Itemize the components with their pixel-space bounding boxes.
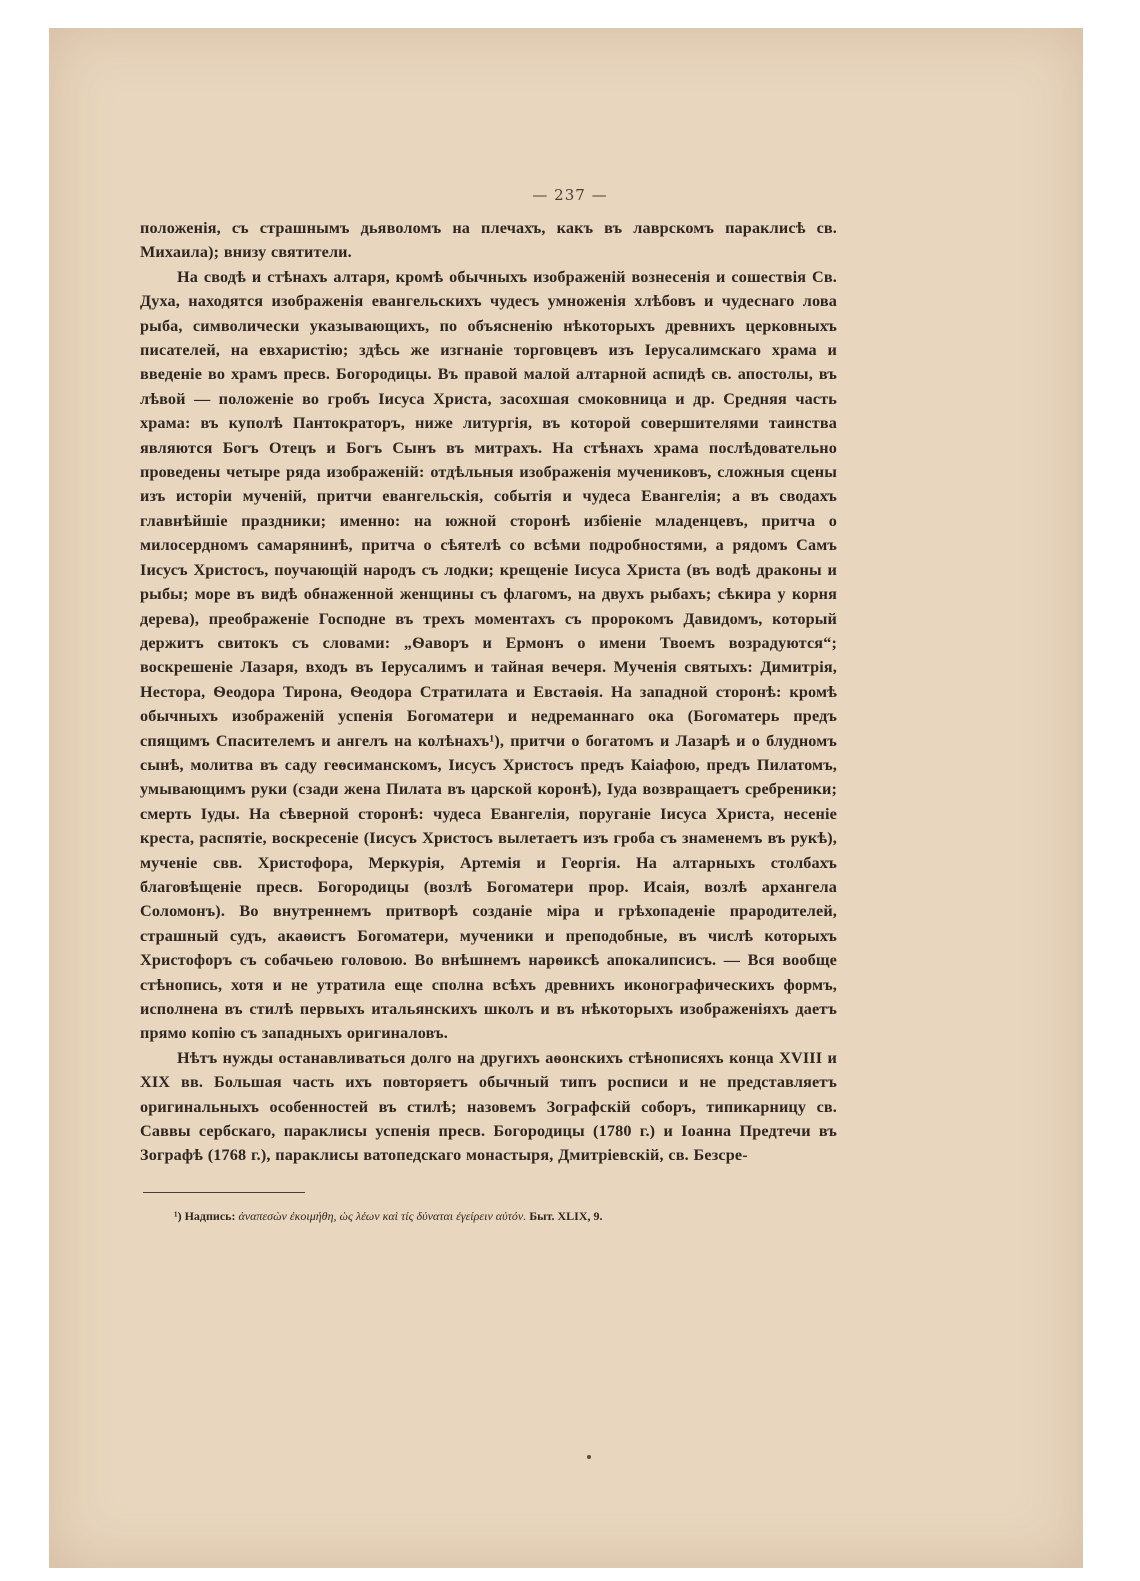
footnote [174, 1209, 834, 1224]
page-number: — 237 — [532, 186, 608, 204]
paragraph-2: На сводѣ и стѣнахъ алтаря, кромѣ обычныхъ изображеній вознесенія и сошествія Св. Духа, находятся изображенія евангельскихъ чудесъ умноженія хлѣбовъ и чудеснаго лова рыба, символически указывающихъ, по объясненію нѣкоторыхъ древнихъ церковныхъ писателей, на евхаристію; здѣсь же изгнаніе торговцевъ изъ Іерусалимскаго храма и введеніе во храмъ пресв. Богородицы. Въ правой малой алтарной аспидѣ св. апостолы, въ лѣвой — положеніе во гробъ Іисуса Христа, засохшая смоковница и др. Средняя часть храма: въ куполѣ Пантократоръ, ниже литургія, въ которой совершителями таинства являются Богъ Отецъ и Богъ Сынъ въ митрахъ. На стѣнахъ храма послѣдовательно проведены четыре ряда изображеній: отдѣльныя изображенія мучениковъ, сложныя сцены изъ исторіи мученій, притчи евангельскія, событія и чудеса Евангелія; а въ сводахъ главнѣйшіе праздники; именно: на южной сторонѣ избіеніе младенцевъ, притча о милосердномъ самарянинѣ, притча о сѣятелѣ со всѣми подробностями, а рядомъ Самъ Іисусъ Христосъ, поучающій народъ съ лодки; крещеніе Іисуса Христа (въ водѣ драконы и рыбы; море въ видѣ обнаженной женщины съ флагомъ, на двухъ рыбахъ; сѣкира у корня дерева), преображеніе Господне въ трехъ моментахъ съ пророкомъ Давидомъ, который держитъ свитокъ съ словами: „Ѳаворъ и Ермонъ о имени Твоемъ возрадуются“; воскрешеніе Лазаря, входъ въ Іерусалимъ и тайная вечеря. Мученія святыхъ: Димитрія, Нестора, Ѳеодора Тирона, Ѳеодора Стратилата и Евстаѳія. На западной сторонѣ: кромѣ обычныхъ изображеній успенія Богоматери и недреманнаго ока (Богоматерь предъ спящимъ Спасителемъ и ангелъ на колѣнахъ¹), притчи о богатомъ и Лазарѣ и о блудномъ сынѣ, молитва въ саду геѳсиманскомъ, Іисусъ Христосъ предъ Каіафою, предъ Пилатомъ, умывающимъ руки (сзади жена Пилата въ царской коронѣ), Іуда возвращаетъ сребреники; смерть Іуды. На сѣверной сторонѣ: чудеса Евангелія, поруганіе Іисуса Христа, несеніе креста, распятіе, воскресеніе (Іисусъ Христосъ вылетаетъ изъ гроба съ знаменемъ въ рукѣ), мученіе свв. Христофора, Меркурія, Артемія и Георгія. На алтарныхъ столбахъ благовѣщеніе пресв. Богородицы (возлѣ Богоматери прор. Исаія, возлѣ архангела Соломонъ). Во внутреннемъ притворѣ созданіе міра и грѣхопаденіе прародителей, страшный судъ, акаѳистъ Богоматери, мученики и преподобные, въ числѣ которыхъ Христофоръ съ собачьею головою. Во внѣшнемъ нарѳиксѣ апокалипсисъ. — Вся вообще стѣнопись, хотя и не утратила еще сполна всѣхъ древнихъ иконографическихъ формъ, исполнена въ стилѣ первыхъ итальянскихъ школъ и въ нѣкоторыхъ изображеніяхъ даетъ прямо копію съ западныхъ оригиналовъ. [140, 267, 837, 1043]
scan-speck [587, 1455, 591, 1459]
paragraph-3: Нѣтъ нужды останавливаться долго на другихъ аѳонскихъ стѣнописяхъ конца XVIII и XIX вв. Большая часть ихъ повторяетъ обычный типъ росписи и не представляетъ оригинальныхъ особенностей въ стилѣ; назовемъ Зографскій соборъ, типикарницу св. Саввы сербскаго, параклисы успенія пресв. Богородицы (1780 г.) и Іоанна Предтечи въ Зографѣ (1768 г.), параклисы ватопедскаго монастыря, Дмитріевскій, св. Безсре- [140, 1048, 837, 1165]
footnote-reference: Быт. XLIX, 9. [529, 1209, 603, 1223]
main-text [140, 216, 837, 1168]
footnote-divider [143, 1192, 305, 1193]
paragraph-1: положенія, съ страшнымъ дьяволомъ на плечахъ, какъ въ лаврскомъ параклисѣ св. Михаила); внизу святители. [140, 219, 837, 262]
footnote-greek-quote: ἀναπεσὼν ἐκοιμήθη, ὡς λέων καὶ τίς δύναται ἐγείρειν αὐτόν. [238, 1209, 527, 1223]
footnote-marker: ¹) Надпись: [174, 1209, 236, 1223]
